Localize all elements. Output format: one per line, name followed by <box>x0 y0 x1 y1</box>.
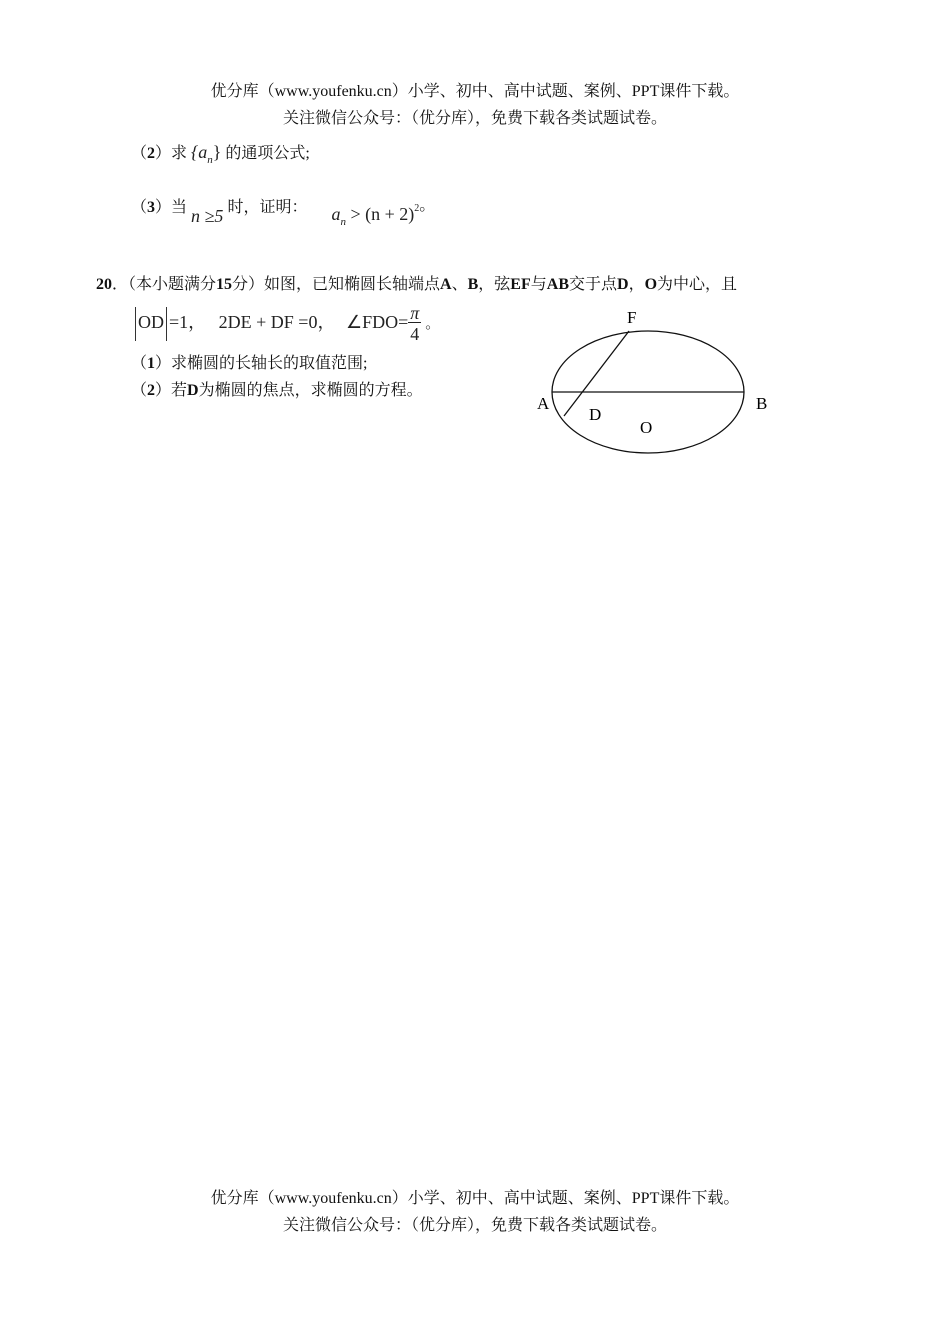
q19-part2-text1: 求 <box>171 145 188 162</box>
q20-od: OD <box>138 312 164 332</box>
header-line-2: 关注微信公众号：（优分库），免费下载各类试题试卷。 <box>282 110 667 127</box>
q19-part3-inequality: $a_n > (n + 2)^2$ <box>331 203 420 228</box>
label-f: F <box>627 308 637 327</box>
label-d: D <box>589 405 602 424</box>
label-b: B <box>756 394 768 413</box>
footer-line-2: 关注微信公众号：（优分库），免费下载各类试题试卷。 <box>282 1217 667 1234</box>
footer-line-1: 优分库（www.youfenku.cn）小学、初中、高中试题、案例、PPT课件下载。 <box>210 1190 740 1207</box>
q19-part3-condition: n ≥5 <box>191 206 224 226</box>
q19-part2-text2: 的通项公式; <box>225 145 310 162</box>
q20-intro: 20．（本小题满分15分）如图，已知椭圆长轴端点A、B，弦EF与AB交于点D，O为中心，且 <box>96 276 738 293</box>
q20-angle: ∠FDO= <box>345 312 409 332</box>
q19-part2-sequence: $\{a_n\}$ <box>191 142 222 166</box>
q20-pi-over-4: $\frac{\pi}{4}$ <box>410 303 420 345</box>
q20-part1: （1）求椭圆的长轴长的取值范围; <box>131 355 368 372</box>
label-a: A <box>537 394 550 413</box>
q20-vector-eq: 2DE + DF =0 <box>218 312 318 332</box>
q20-part2: （2）若D为椭圆的焦点，求椭圆的方程。 <box>131 382 423 399</box>
label-o: O <box>640 418 653 437</box>
q19-part3-text1: 当 <box>171 199 188 216</box>
ellipse-figure <box>520 300 800 470</box>
q19-part2: （2）求 $\{a_n\}$ 的通项公式; <box>131 142 310 166</box>
q19-part3-text2: 时，证明： <box>227 199 308 216</box>
q20-number: 20 <box>96 276 112 293</box>
chord-ef <box>564 331 629 416</box>
q19-part3: （3）当 n ≥5 时，证明： $a_n > (n + 2)^2$。 <box>131 197 436 228</box>
q19-part2-number: 2 <box>147 145 156 162</box>
q19-part3-number: 3 <box>147 199 156 216</box>
header-line-1: 优分库（www.youfenku.cn）小学、初中、高中试题、案例、PPT课件下载。 <box>210 83 740 100</box>
q20-conditions: OD =1， 2DE + DF =0， ∠FDO= $\frac{\pi}{4}$ 。 <box>133 300 440 344</box>
